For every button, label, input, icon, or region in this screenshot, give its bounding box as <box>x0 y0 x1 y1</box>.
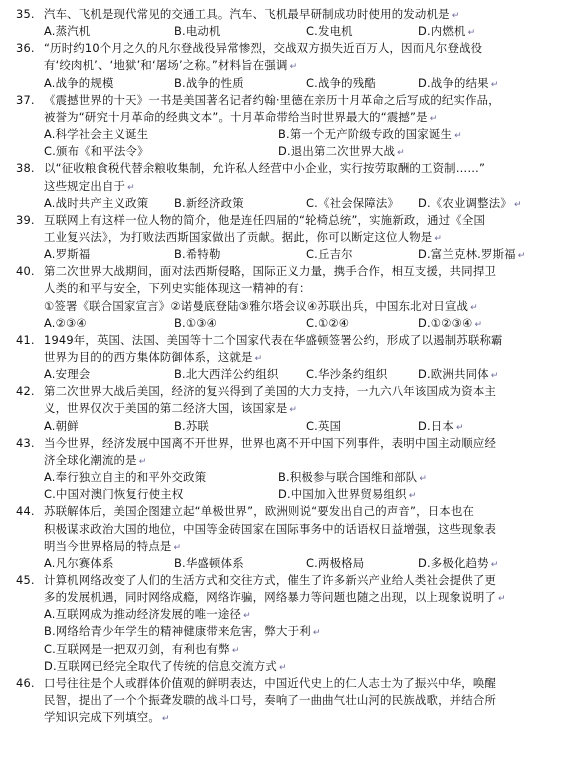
question-number: 37. <box>16 92 35 107</box>
question-number: 41. <box>16 332 35 347</box>
question-number: 35. <box>16 7 35 21</box>
answer-option[interactable]: D.退出第二次世界大战 ↵ <box>278 144 405 159</box>
question-text: 《震撼世界的十天》一书是美国著名记者约翰·里德在亲历十月革命之后写成的纪实作品， <box>44 92 500 107</box>
answer-option[interactable]: B.希特勒 <box>174 247 221 262</box>
question-text: 汽车、飞机是现代常见的交通工具。汽车、飞机最早研制成功时使用的发动机是 <box>44 7 450 21</box>
answer-option[interactable]: C.丘吉尔 <box>306 247 353 262</box>
question-number: 44. <box>16 504 35 519</box>
question-text: 互联网上有这样一位人物的简介，他是连任四届的“轮椅总统”，实施新政，通过《全国 <box>44 212 486 227</box>
question-text: “历时约10个月之久的凡尔登战役异常惨烈，交战双方损失近百万人，因而凡尔登战役 <box>44 41 483 56</box>
question-line <box>16 6 459 23</box>
answer-option[interactable]: B.积极参与联合国维和部队 ↵ <box>278 470 428 484</box>
answer-option[interactable]: A.罗斯福 <box>44 247 91 262</box>
question-line-continued <box>44 521 496 538</box>
answer-option[interactable]: B.北大西洋公约组织 <box>174 367 279 382</box>
question-text: 1949年，英国、法国、美国等十二个国家代表在华盛顿签署公约，形成了以遏制苏联称霸 <box>44 332 503 347</box>
answer-option[interactable]: D.战争的结果 ↵ <box>418 75 499 90</box>
question-text: 义，世界仅次于美国的第二经济大国，该国家是 <box>44 401 288 416</box>
question-text: 被誉为“研究十月革命的经典文本”。十月革命带给当时世界最大的“震撼”是 <box>44 109 428 124</box>
question-line <box>16 160 485 177</box>
question-number: 45. <box>16 572 35 587</box>
question-text: 多的发展机遇，同时网络成瘾，网络诈骗，网络暴力等问题也随之出现，以上现象说明了 <box>44 590 497 605</box>
question-text: ①签署《联合国家宣言》②诺曼底登陆③雅尔塔会议④苏联出兵，中国东北对日宣战 <box>44 298 469 313</box>
answer-option[interactable]: D.内燃机 ↵ <box>418 24 476 39</box>
answer-option[interactable]: C.战争的残酷 <box>306 75 376 90</box>
question-line <box>16 503 474 520</box>
answer-option[interactable]: C.①②④ <box>306 315 350 330</box>
answer-option[interactable]: D.欧洲共同体 ↵ <box>418 367 499 382</box>
question-text: 工业复兴法》，为打败法西斯国家做出了贡献。据此，你可以断定这位人物是 <box>44 230 433 244</box>
paragraph-mark: ↵ <box>513 199 522 210</box>
question-text: 世界为目的的西方集体防御体系，这就是 <box>44 350 253 364</box>
answer-option[interactable]: C.互联网是一把双刃剑，有利也有弊 ↵ <box>44 641 240 656</box>
answer-option[interactable]: B.电动机 <box>174 24 221 39</box>
question-line-continued <box>44 538 181 555</box>
paragraph-mark: ↵ <box>419 474 428 484</box>
paragraph-mark: ↵ <box>490 559 499 570</box>
paragraph-mark: ↵ <box>397 148 405 159</box>
question-line-continued <box>44 589 506 606</box>
paragraph-mark: ↵ <box>231 645 240 656</box>
question-text: 济全球化潮流的是 <box>44 452 137 467</box>
question-line <box>16 435 496 452</box>
paragraph-mark: ↵ <box>434 234 443 244</box>
answer-option[interactable]: A.蒸汽机 <box>44 24 91 39</box>
paragraph-mark: ↵ <box>138 456 147 467</box>
paragraph-mark: ↵ <box>289 405 298 416</box>
paragraph-mark: ↵ <box>279 662 287 673</box>
paragraph-mark: ↵ <box>312 628 321 639</box>
question-line <box>16 40 482 57</box>
paragraph-mark: ↵ <box>254 354 263 364</box>
answer-option[interactable]: B.①③④ <box>174 315 218 330</box>
paragraph-mark: ↵ <box>451 11 460 21</box>
question-line-continued <box>44 709 170 726</box>
answer-option[interactable]: D.①②③④ ↵ <box>418 315 483 330</box>
paragraph-mark: ↵ <box>490 371 499 382</box>
question-line <box>16 92 500 109</box>
question-number: 39. <box>16 212 35 227</box>
question-line-continued <box>44 229 442 246</box>
answer-option[interactable]: A.奉行独立自主的和平外交政策 <box>44 470 207 484</box>
answer-option[interactable]: A.朝鲜 <box>44 418 79 433</box>
paragraph-mark: ↵ <box>470 302 478 313</box>
question-line-continued <box>44 57 297 74</box>
question-text: 学知识完成下列填空。 <box>44 710 160 725</box>
question-text: 当今世界，经济发展中国离不开世界，世界也离不开中国下列事件，表明中国主动顺应经 <box>44 435 497 450</box>
paragraph-mark: ↵ <box>517 251 526 262</box>
answer-option[interactable]: C.颁布《和平法令》 <box>44 144 149 159</box>
question-text: 第二次世界大战期间，面对法西斯侵略，国际正义力量，携手合作，相互支援，共同捍卫 <box>44 264 497 279</box>
answer-option[interactable]: C.发电机 <box>306 24 353 39</box>
question-line-continued <box>44 178 135 195</box>
question-line-continued <box>44 692 496 709</box>
question-line <box>16 212 485 229</box>
answer-option[interactable]: B.战争的性质 <box>174 75 244 90</box>
answer-option[interactable]: B.新经济政策 <box>174 195 244 210</box>
paragraph-mark: ↵ <box>243 611 251 622</box>
question-number: 46. <box>16 675 35 690</box>
question-line-continued <box>44 400 297 417</box>
question-text: 有‘绞肉机’、‘地狱’和‘屠场’之称。”材料旨在强调 <box>44 58 288 73</box>
question-text: 苏联解体后，美国企图建立起“单极世界”，欧洲则说“要发出自己的声音”，日本也在 <box>44 504 475 519</box>
answer-option[interactable]: D.互联网已经完全取代了传统的信息交流方式 ↵ <box>44 658 287 673</box>
answer-option[interactable]: C.中国对澳门恢复行使主权 <box>44 487 184 502</box>
question-text: 计算机网络改变了人们的生活方式和交往方式，催生了许多新兴产业给人类社会提供了更 <box>44 572 497 587</box>
answer-option[interactable]: B.第一个无产阶级专政的国家诞生 ↵ <box>278 127 462 142</box>
answer-option[interactable]: A.凡尔赛体系 <box>44 555 114 570</box>
answer-option[interactable]: A.战时共产主义政策 <box>44 195 149 210</box>
question-line <box>16 572 496 589</box>
answer-option[interactable]: C.《社会保障法》 <box>306 195 400 210</box>
paragraph-mark: ↵ <box>289 62 298 73</box>
question-number: 42. <box>16 384 35 399</box>
paragraph-mark: ↵ <box>161 714 170 725</box>
paragraph-mark: ↵ <box>173 542 182 553</box>
answer-option[interactable]: D.中国加入世界贸易组织 ↵ <box>278 487 417 502</box>
question-text: 人类的和平与安全，下列史实能体现这一精神的有： <box>44 281 311 296</box>
answer-option[interactable]: A.安理会 <box>44 367 91 382</box>
answer-option[interactable]: A.科学社会主义诞生 <box>44 127 149 142</box>
answer-option[interactable]: D.日本 ↵ <box>418 418 464 433</box>
answer-option[interactable]: C.两极格局 <box>306 555 365 570</box>
question-text: 这些规定出自于 <box>44 178 126 193</box>
question-line-continued <box>44 349 262 366</box>
paragraph-mark: ↵ <box>429 113 438 124</box>
question-line <box>16 263 496 280</box>
paragraph-mark: ↵ <box>474 319 483 330</box>
question-line-continued <box>44 298 478 315</box>
paragraph-mark: ↵ <box>127 182 135 193</box>
question-text: 积极谋求政治大国的地位，中国等金砖国家在国际事务中的话语权日益增强，这些现象表 <box>44 521 497 536</box>
question-number: 36. <box>16 41 35 56</box>
question-line-continued <box>44 452 146 469</box>
answer-option[interactable]: A.②③④ <box>44 315 87 330</box>
question-text: 民智，提出了一个个振聋发聩的战斗口号，奏响了一曲曲气壮山河的民族战歌，并结合所 <box>44 693 497 707</box>
question-text: 口号往往是个人或群体价值观的鲜明表达，中国近代史上的仁人志士为了振兴中华，唤醒 <box>44 675 497 690</box>
question-text: 第二次世界大战后美国，经济的复兴得到了美国的大力支持，一九六八年该国成为资本主 <box>44 384 497 399</box>
answer-option[interactable]: B.华盛顿体系 <box>174 555 244 570</box>
question-line <box>16 332 503 349</box>
paragraph-mark: ↵ <box>408 491 417 502</box>
paragraph-mark: ↵ <box>455 422 464 433</box>
answer-option[interactable]: D.《农业调整法》 ↵ <box>418 195 522 210</box>
answer-option[interactable]: B.苏联 <box>174 418 210 433</box>
answer-option[interactable]: D.多极化趋势 ↵ <box>418 555 499 570</box>
question-line <box>16 383 496 400</box>
question-number: 38. <box>16 161 35 176</box>
question-text: 以“征收粮食税代替余粮收集制，允许私人经营中小企业，实行按劳取酬的工资制……” <box>44 161 486 176</box>
answer-option[interactable]: C.华沙条约组织 <box>306 367 388 382</box>
answer-option[interactable]: D.富兰克林.罗斯福 ↵ <box>418 247 526 262</box>
paragraph-mark: ↵ <box>498 594 506 605</box>
question-text: 明当今世界格局的特点是 <box>44 538 172 553</box>
answer-option[interactable]: B.网络给青少年学生的精神健康带来危害，弊大于利 ↵ <box>44 624 321 639</box>
answer-option[interactable]: A.互联网成为推动经济发展的唯一途径 ↵ <box>44 607 251 622</box>
question-line <box>16 675 496 692</box>
question-line-continued <box>44 280 311 297</box>
paragraph-mark: ↵ <box>454 131 462 142</box>
answer-option[interactable]: C.英国 <box>306 418 342 433</box>
question-number: 43. <box>16 435 35 450</box>
paragraph-mark: ↵ <box>490 79 499 90</box>
answer-option[interactable]: A.战争的规模 <box>44 75 114 90</box>
question-line-continued <box>44 109 437 126</box>
question-number: 40. <box>16 264 35 279</box>
paragraph-mark: ↵ <box>467 28 476 39</box>
